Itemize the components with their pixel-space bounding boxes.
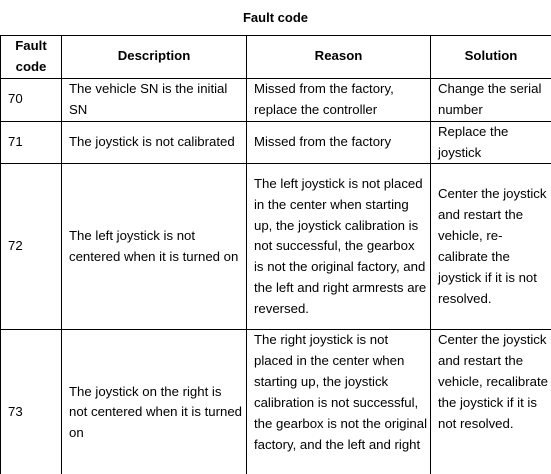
header-fault-code: Fault code bbox=[1, 36, 62, 79]
solution-cell: Center the joystick and restart the vehicle, recalibrate the joystick if it is not resolved. bbox=[431, 330, 551, 474]
solution-cell: Change the serial number bbox=[431, 78, 551, 121]
description-cell: The joystick is not calibrated bbox=[62, 121, 247, 164]
solution-cell: Replace the joystick bbox=[431, 121, 551, 164]
document-title: Fault code bbox=[242, 10, 308, 25]
table-header-row bbox=[1, 36, 551, 79]
fault-code-cell: 72 bbox=[1, 164, 62, 330]
reason-cell: The right joystick is not placed in the center when starting up, the joystick calibration is not successful, the gearbox is not the original factory, and the left and right bbox=[247, 330, 431, 474]
header-solution: Solution bbox=[431, 36, 551, 79]
table-row bbox=[1, 78, 551, 121]
reason-cell: Missed from the factory bbox=[247, 121, 431, 164]
header-reason: Reason bbox=[247, 36, 431, 79]
fault-code-cell: 71 bbox=[1, 121, 62, 164]
description-cell: The vehicle SN is the initial SN bbox=[62, 78, 247, 121]
description-cell: The joystick on the right is not centered when it is turned on bbox=[62, 330, 247, 474]
table-row bbox=[1, 330, 551, 474]
fault-code-cell: 73 bbox=[1, 330, 62, 474]
reason-cell: The left joystick is not placed in the center when starting up, the joystick calibration is not successful, the gearbox is not the original factory, and the left and right armrests are reversed. bbox=[247, 164, 431, 330]
table-row bbox=[1, 121, 551, 164]
solution-cell: Center the joystick and restart the vehicle, re-calibrate the joystick if it is not resolved. bbox=[431, 164, 551, 330]
reason-cell: Missed from the factory, replace the controller bbox=[247, 78, 431, 121]
table-row bbox=[1, 164, 551, 330]
header-description: Description bbox=[62, 36, 247, 79]
fault-code-cell: 70 bbox=[1, 78, 62, 121]
description-cell: The left joystick is not centered when it is turned on bbox=[62, 164, 247, 330]
fault-code-table bbox=[0, 35, 551, 474]
